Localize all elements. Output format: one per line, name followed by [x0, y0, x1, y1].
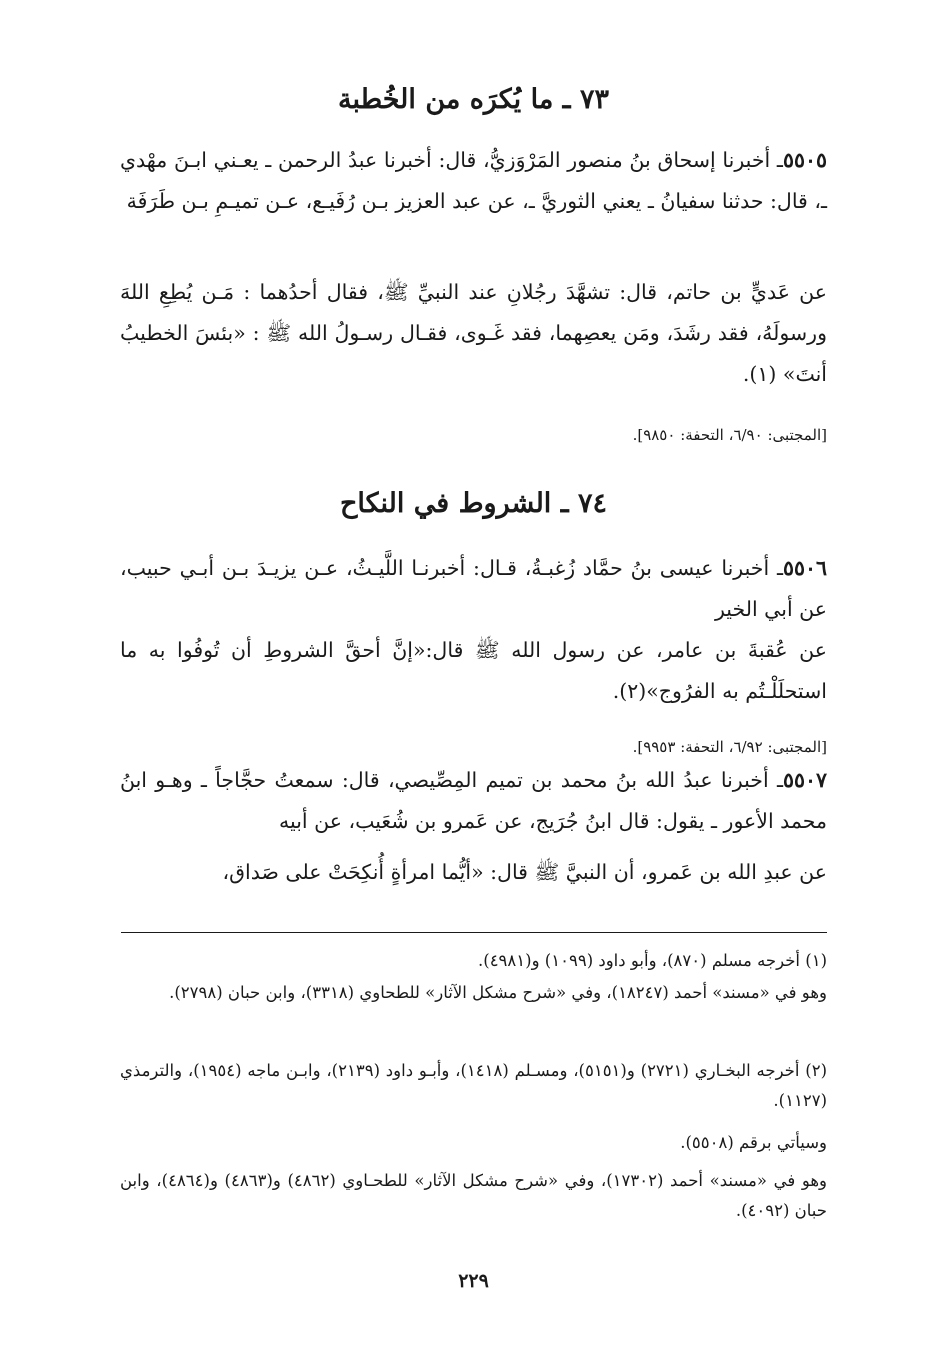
hadith-5505-isnad: [120, 140, 827, 222]
footnote-2-cross-ref: وسيأتي برقم (٥٥٠٨).: [680, 1133, 827, 1152]
hadith-5506-isnad: [120, 548, 827, 630]
hadith-5507-matn: [120, 852, 827, 893]
matn-text: عن عَديٍّ بن حاتم، قال: تشهَّدَ رجُلانِ عند النبيِّ ﷺ، فقال أحدُهما : مَـن يُطِعِ اللهَ ورسولَهُ، فقد رشَدَ، ومَن يعصِهما، فقد غَـوى، فقـال رسـولُ الله ﷺ : «بئسَ الخطيبُ أنتَ» (١).: [120, 280, 827, 386]
chapter-title-73: ٧٣ ـ ما يُكرَه من الخُطبة: [337, 84, 610, 115]
hadith-5505-ref: [120, 422, 827, 448]
footnote-1: (١) أخرجه مسلم (٨٧٠)، وأبو داود (١٠٩٩) و(٤٩٨١).: [478, 951, 827, 970]
footnote-2-continued: وهو في «مسند» أحمد (١٧٣٠٢)، وفي «شرح مشكل الآثار» للطحـاوي (٤٨٦٢) و(٤٨٦٣) و(٤٨٦٤)، وابن حبان (٤٠٩٢).: [120, 1171, 828, 1220]
page-number: ٢٢٩: [458, 1270, 489, 1292]
hadith-number: ٥٥٠٧: [782, 768, 827, 792]
chapter-title-74: ٧٤ ـ الشروط في النكاح: [339, 488, 608, 519]
hadith-5506-ref: [120, 734, 827, 760]
isnad-text: ـ أخبرنا عبدُ الله بنُ محمد بن تميم المِصِّيصي، قال: سمعتُ حجَّاجاً ـ وهـو ابنُ محمد الأعور ـ يقول: قال ابنُ جُرَيج، عن عَمرو بن شُعَيب، عن أبيه: [120, 768, 827, 833]
reference-text: [المجتبى: ٦/٩٠، التحفة: ٩٨٥٠].: [632, 426, 827, 444]
isnad-text: ـ أخبرنا إسحاق بنُ منصور المَرْوَزيُّ، قال: أخبرنا عبدُ الرحمن ـ يعـني ابـنَ مهْدي ـ، قال: حدثنا سفيانُ ـ يعني الثوريَّ ـ، عن عبد العزيز بـن رُفَيـع، عـن تميـمِ بـن طَرَفَة: [120, 148, 827, 213]
footnote-2: (٢) أخرجه البخـاري (٢٧٢١) و(٥١٥١)، ومسـلم (١٤١٨)، وأبـو داود (٢١٣٩)، وابـن ماجه (١٩٥٤)، والترمذي (١١٢٧).: [120, 1061, 828, 1110]
hadith-number: ٥٥٠٥: [782, 148, 827, 172]
hadith-5507-isnad: [120, 760, 827, 842]
hadith-5505-matn: [120, 272, 827, 395]
matn-text: عن عبدِ الله بن عَمرو، أن النبيَّ ﷺ قال: «أيُّما امرأةٍ أُنكِحَتْ على صَداق،: [222, 860, 827, 884]
footnote-1-continued: وهو في «مسند» أحمد (١٨٢٤٧)، وفي «شرح مشكل الآثار» للطحاوي (٣٣١٨)، وابن حبان (٢٧٩٨).: [169, 983, 827, 1002]
footnote-divider: [121, 932, 827, 933]
hadith-number: ٥٥٠٦: [782, 556, 827, 580]
isnad-text: ـ أخبرنا عيسى بنُ حمَّاد زُغبـةُ، قـال: أخبرنـا اللَّيـثُ، عـن يزيـدَ بـن أبـي حبيب، عن أبي الخير: [120, 556, 827, 621]
hadith-5506-matn: [120, 630, 827, 712]
reference-text: [المجتبى: ٦/٩٢، التحفة: ٩٩٥٣].: [632, 738, 827, 756]
matn-text: عن عُقبةَ بن عامر، عن رسول الله ﷺ قال:«إنَّ أحقَّ الشروطِ أن تُوفُوا به ما استحلَلْـتُم به الفرُوج»(٢).: [120, 638, 827, 703]
